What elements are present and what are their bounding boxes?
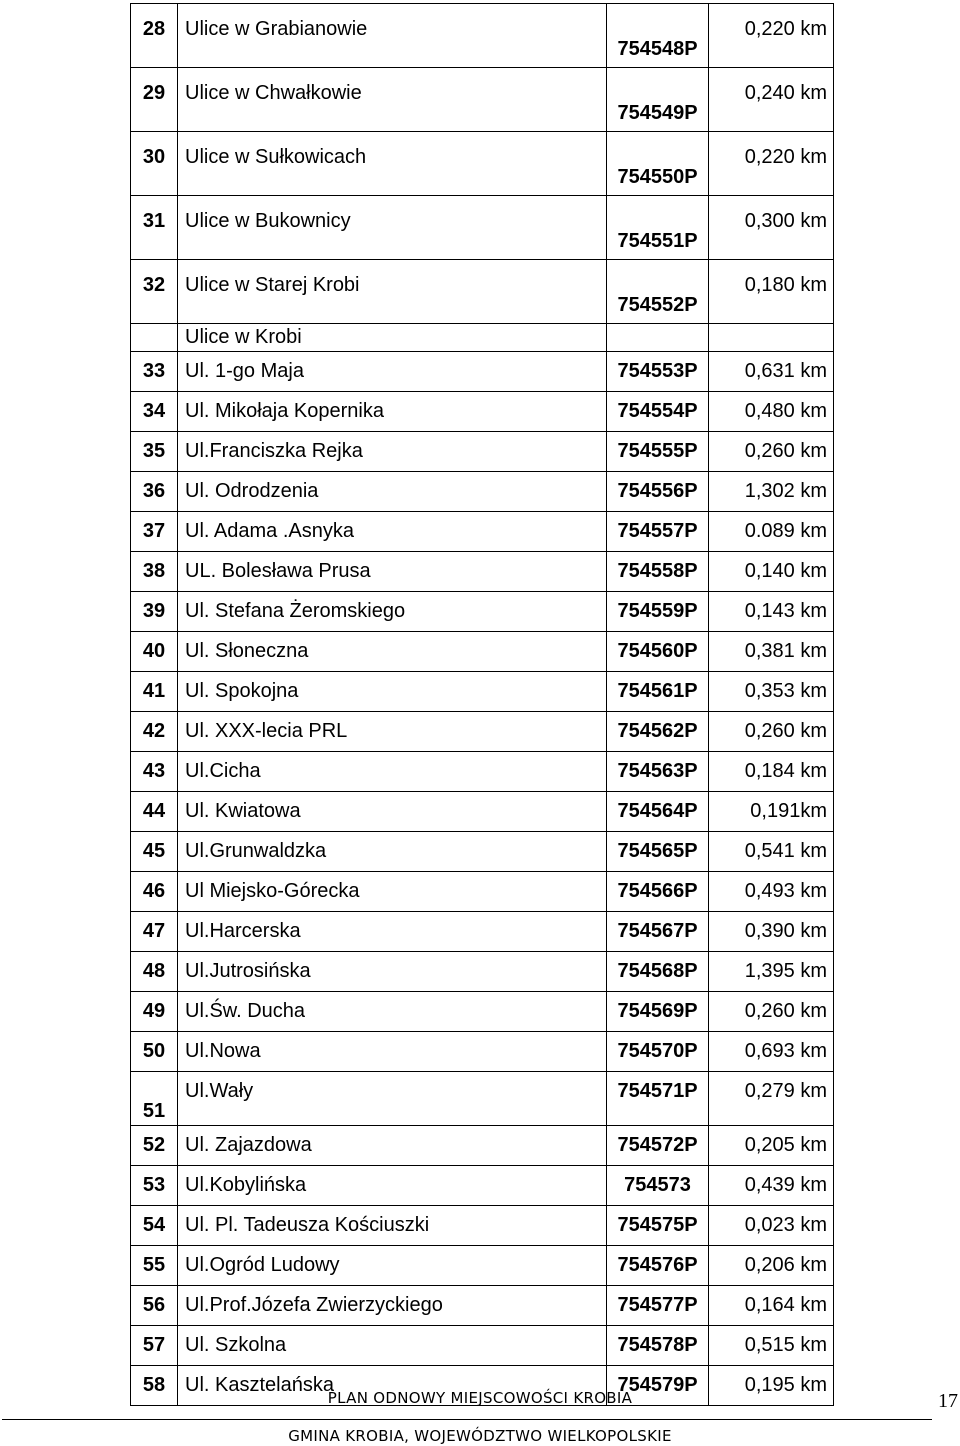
road-length-cell: 0,140 km [709, 552, 834, 592]
table-row [131, 1166, 834, 1206]
row-number-cell: 43 [131, 752, 178, 792]
row-number-cell: 48 [131, 952, 178, 992]
footer-divider [2, 1419, 932, 1420]
road-length-cell: 0,180 km [709, 260, 834, 324]
road-length-cell [709, 324, 834, 352]
row-number-cell: 33 [131, 352, 178, 392]
table-row [131, 512, 834, 552]
table-row [131, 952, 834, 992]
road-length-cell: 0,493 km [709, 872, 834, 912]
road-length-cell: 0,390 km [709, 912, 834, 952]
row-number-cell: 57 [131, 1326, 178, 1366]
road-code-cell: 754552P [607, 260, 709, 324]
road-length-cell: 0,541 km [709, 832, 834, 872]
table-row [131, 1206, 834, 1246]
footer-subtitle: GMINA KROBIA, WOJEWÓDZTWO WIELKOPOLSKIE [288, 1427, 672, 1445]
road-length-cell: 0,631 km [709, 352, 834, 392]
page-number: 17 [938, 1390, 958, 1412]
row-number-cell: 47 [131, 912, 178, 952]
road-code-cell: 754562P [607, 712, 709, 752]
road-code-cell: 754558P [607, 552, 709, 592]
roads-table [130, 3, 834, 1406]
road-length-cell: 0,240 km [709, 68, 834, 132]
road-code-cell: 754578P [607, 1326, 709, 1366]
street-name-cell: Ul.Harcerska [178, 912, 607, 952]
street-name-cell: Ul.Wały [178, 1072, 607, 1126]
road-code-cell: 754549P [607, 68, 709, 132]
street-name-cell: Ul. Odrodzenia [178, 472, 607, 512]
row-number-cell: 54 [131, 1206, 178, 1246]
table-row [131, 352, 834, 392]
road-code-cell: 754560P [607, 632, 709, 672]
row-number-cell: 52 [131, 1126, 178, 1166]
road-code-cell: 754570P [607, 1032, 709, 1072]
road-code-cell: 754564P [607, 792, 709, 832]
table-row [131, 832, 834, 872]
row-number-cell: 32 [131, 260, 178, 324]
table-row [131, 672, 834, 712]
row-number-cell: 55 [131, 1246, 178, 1286]
row-number-cell: 38 [131, 552, 178, 592]
table-row [131, 912, 834, 952]
row-number-cell: 42 [131, 712, 178, 752]
table-row [131, 1126, 834, 1166]
street-name-cell: Ul. Spokojna [178, 672, 607, 712]
street-name-cell: Ul. Kasztelańska [178, 1366, 607, 1406]
table-row [131, 324, 834, 352]
road-code-cell: 754576P [607, 1246, 709, 1286]
row-number-cell: 53 [131, 1166, 178, 1206]
street-name-cell: Ulice w Chwałkowie [178, 68, 607, 132]
street-name-cell: Ul. Stefana Żeromskiego [178, 592, 607, 632]
street-name-cell: UL. Bolesława Prusa [178, 552, 607, 592]
road-code-cell: 754551P [607, 196, 709, 260]
street-name-cell: Ul.Prof.Józefa Zwierzyckiego [178, 1286, 607, 1326]
row-number-cell: 44 [131, 792, 178, 832]
road-length-cell: 0.089 km [709, 512, 834, 552]
street-name-cell: Ul. Kwiatowa [178, 792, 607, 832]
road-length-cell: 0,220 km [709, 4, 834, 68]
table-row [131, 132, 834, 196]
road-code-cell: 754571P [607, 1072, 709, 1126]
table-row [131, 592, 834, 632]
road-length-cell: 0,164 km [709, 1286, 834, 1326]
road-length-cell: 1,395 km [709, 952, 834, 992]
street-name-cell: Ulice w Starej Krobi [178, 260, 607, 324]
road-code-cell: 754572P [607, 1126, 709, 1166]
road-code-cell: 754565P [607, 832, 709, 872]
road-code-cell: 754554P [607, 392, 709, 432]
road-length-cell: 0,260 km [709, 712, 834, 752]
street-name-cell: Ulice w Grabianowie [178, 4, 607, 68]
table-row [131, 260, 834, 324]
road-length-cell: 0,220 km [709, 132, 834, 196]
row-number-cell: 49 [131, 992, 178, 1032]
road-code-cell: 754577P [607, 1286, 709, 1326]
road-length-cell: 0,206 km [709, 1246, 834, 1286]
row-number-cell: 29 [131, 68, 178, 132]
road-length-cell: 0,184 km [709, 752, 834, 792]
table-row [131, 632, 834, 672]
row-number-cell: 31 [131, 196, 178, 260]
road-code-cell: 754568P [607, 952, 709, 992]
table-row [131, 752, 834, 792]
row-number-cell: 39 [131, 592, 178, 632]
row-number-cell: 50 [131, 1032, 178, 1072]
table-row [131, 552, 834, 592]
row-number-cell: 46 [131, 872, 178, 912]
street-name-cell: Ulice w Bukownicy [178, 196, 607, 260]
road-code-cell: 754556P [607, 472, 709, 512]
road-length-cell: 0,381 km [709, 632, 834, 672]
street-name-cell: Ul.Kobylińska [178, 1166, 607, 1206]
road-code-cell: 754569P [607, 992, 709, 1032]
row-number-cell: 58 [131, 1366, 178, 1406]
road-length-cell: 0,205 km [709, 1126, 834, 1166]
table-row [131, 712, 834, 752]
table-row [131, 196, 834, 260]
roads-table-body [131, 4, 834, 1406]
footer-title: PLAN ODNOWY MIEJSCOWOŚCI KROBIA [327, 1389, 633, 1407]
table-row [131, 472, 834, 512]
road-length-cell: 0,300 km [709, 196, 834, 260]
road-length-cell: 0,480 km [709, 392, 834, 432]
road-code-cell: 754550P [607, 132, 709, 196]
road-code-cell: 754555P [607, 432, 709, 472]
street-name-cell: Ul.Grunwaldzka [178, 832, 607, 872]
road-code-cell: 754557P [607, 512, 709, 552]
road-code-cell: 754563P [607, 752, 709, 792]
row-number-cell: 35 [131, 432, 178, 472]
road-length-cell: 0,191km [709, 792, 834, 832]
road-length-cell: 0,279 km [709, 1072, 834, 1126]
street-name-cell: Ul.Franciszka Rejka [178, 432, 607, 472]
road-length-cell: 0,515 km [709, 1326, 834, 1366]
street-name-cell: Ul.Nowa [178, 1032, 607, 1072]
road-length-cell: 0,195 km [709, 1366, 834, 1406]
row-number-cell: 36 [131, 472, 178, 512]
street-name-cell: Ulice w Krobi [178, 324, 607, 352]
row-number-cell: 56 [131, 1286, 178, 1326]
road-code-cell: 754553P [607, 352, 709, 392]
row-number-cell: 41 [131, 672, 178, 712]
street-name-cell: Ul. Pl. Tadeusza Kościuszki [178, 1206, 607, 1246]
table-row [131, 432, 834, 472]
table-row [131, 392, 834, 432]
street-name-cell: Ul.Ogród Ludowy [178, 1246, 607, 1286]
row-number-cell: 37 [131, 512, 178, 552]
road-code-cell: 754573 [607, 1166, 709, 1206]
table-row [131, 1072, 834, 1126]
table-row [131, 4, 834, 68]
street-name-cell: Ul. XXX-lecia PRL [178, 712, 607, 752]
road-code-cell: 754548P [607, 4, 709, 68]
table-row [131, 1032, 834, 1072]
table-row [131, 1326, 834, 1366]
road-length-cell: 0,693 km [709, 1032, 834, 1072]
row-number-cell: 28 [131, 4, 178, 68]
street-name-cell: Ulice w Sułkowicach [178, 132, 607, 196]
road-length-cell: 0,439 km [709, 1166, 834, 1206]
road-code-cell: 754579P [607, 1366, 709, 1406]
street-name-cell: Ul.Św. Ducha [178, 992, 607, 1032]
road-length-cell: 0,143 km [709, 592, 834, 632]
road-length-cell: 0,260 km [709, 432, 834, 472]
road-code-cell: 754575P [607, 1206, 709, 1246]
row-number-cell [131, 324, 178, 352]
table-row [131, 792, 834, 832]
road-code-cell [607, 324, 709, 352]
street-name-cell: Ul. Adama .Asnyka [178, 512, 607, 552]
street-name-cell: Ul.Jutrosińska [178, 952, 607, 992]
table-row [131, 68, 834, 132]
road-code-cell: 754566P [607, 872, 709, 912]
row-number-cell: 34 [131, 392, 178, 432]
road-code-cell: 754561P [607, 672, 709, 712]
row-number-cell: 45 [131, 832, 178, 872]
table-row [131, 872, 834, 912]
table-row [131, 992, 834, 1032]
street-name-cell: Ul. Szkolna [178, 1326, 607, 1366]
street-name-cell: Ul Miejsko-Górecka [178, 872, 607, 912]
row-number-cell: 30 [131, 132, 178, 196]
row-number-cell: 51 [131, 1072, 178, 1126]
road-length-cell: 0,353 km [709, 672, 834, 712]
road-length-cell: 0,023 km [709, 1206, 834, 1246]
street-name-cell: Ul. Mikołaja Kopernika [178, 392, 607, 432]
street-name-cell: Ul. Słoneczna [178, 632, 607, 672]
road-length-cell: 0,260 km [709, 992, 834, 1032]
street-name-cell: Ul.Cicha [178, 752, 607, 792]
table-row [131, 1246, 834, 1286]
road-code-cell: 754559P [607, 592, 709, 632]
street-name-cell: Ul. 1-go Maja [178, 352, 607, 392]
table-row [131, 1286, 834, 1326]
row-number-cell: 40 [131, 632, 178, 672]
road-code-cell: 754567P [607, 912, 709, 952]
road-length-cell: 1,302 km [709, 472, 834, 512]
street-name-cell: Ul. Zajazdowa [178, 1126, 607, 1166]
